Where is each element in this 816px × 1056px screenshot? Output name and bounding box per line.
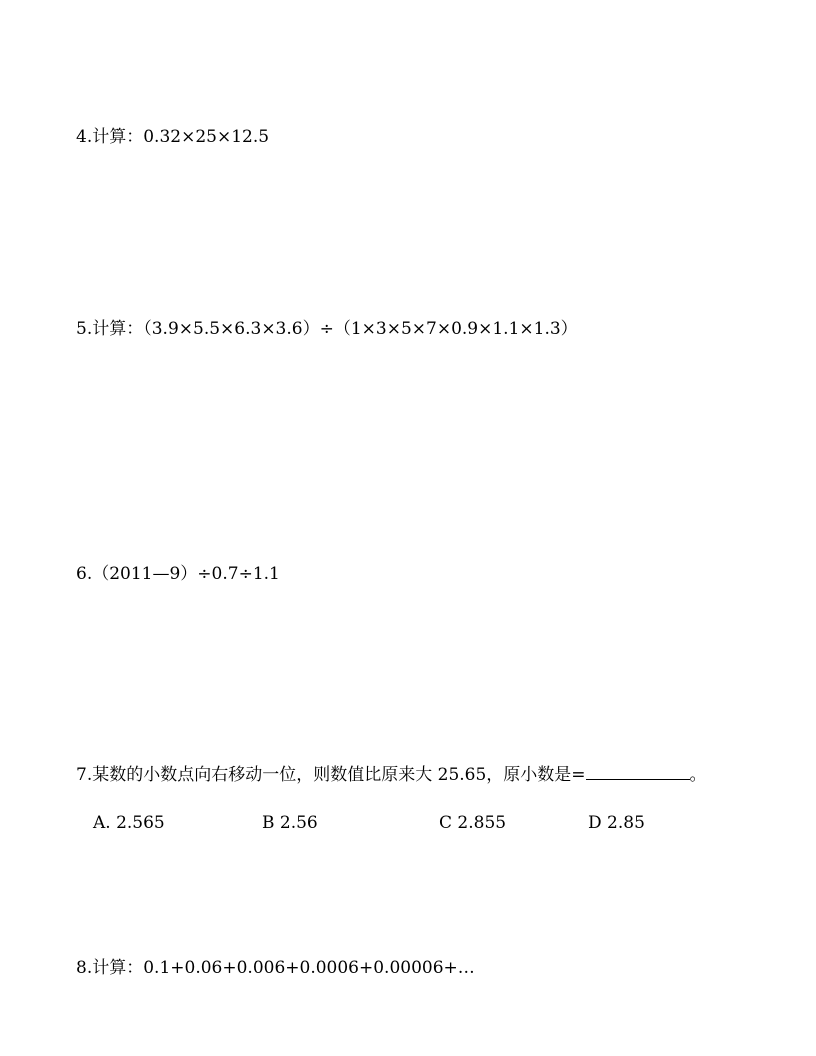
question-4: 4.计算：0.32×25×12.5 bbox=[76, 127, 270, 147]
question-7-text: 7.某数的小数点向右移动一位，则数值比原来大 25.65，原小数是= bbox=[76, 765, 586, 785]
question-7 bbox=[76, 763, 707, 785]
question-7-end-mark: 。 bbox=[689, 765, 707, 785]
answer-blank bbox=[586, 763, 690, 780]
question-6: 6.（2011—9）÷0.7÷1.1 bbox=[76, 564, 280, 584]
option-b: B 2.56 bbox=[262, 813, 318, 833]
option-a: A. 2.565 bbox=[93, 813, 165, 833]
question-5: 5.计算：（3.9×5.5×6.3×3.6）÷（1×3×5×7×0.9×1.1×1.3） bbox=[76, 319, 578, 339]
question-8: 8.计算：0.1+0.06+0.006+0.0006+0.00006+… bbox=[76, 958, 475, 978]
option-c: C 2.855 bbox=[439, 813, 507, 833]
option-d: D 2.85 bbox=[588, 813, 645, 833]
